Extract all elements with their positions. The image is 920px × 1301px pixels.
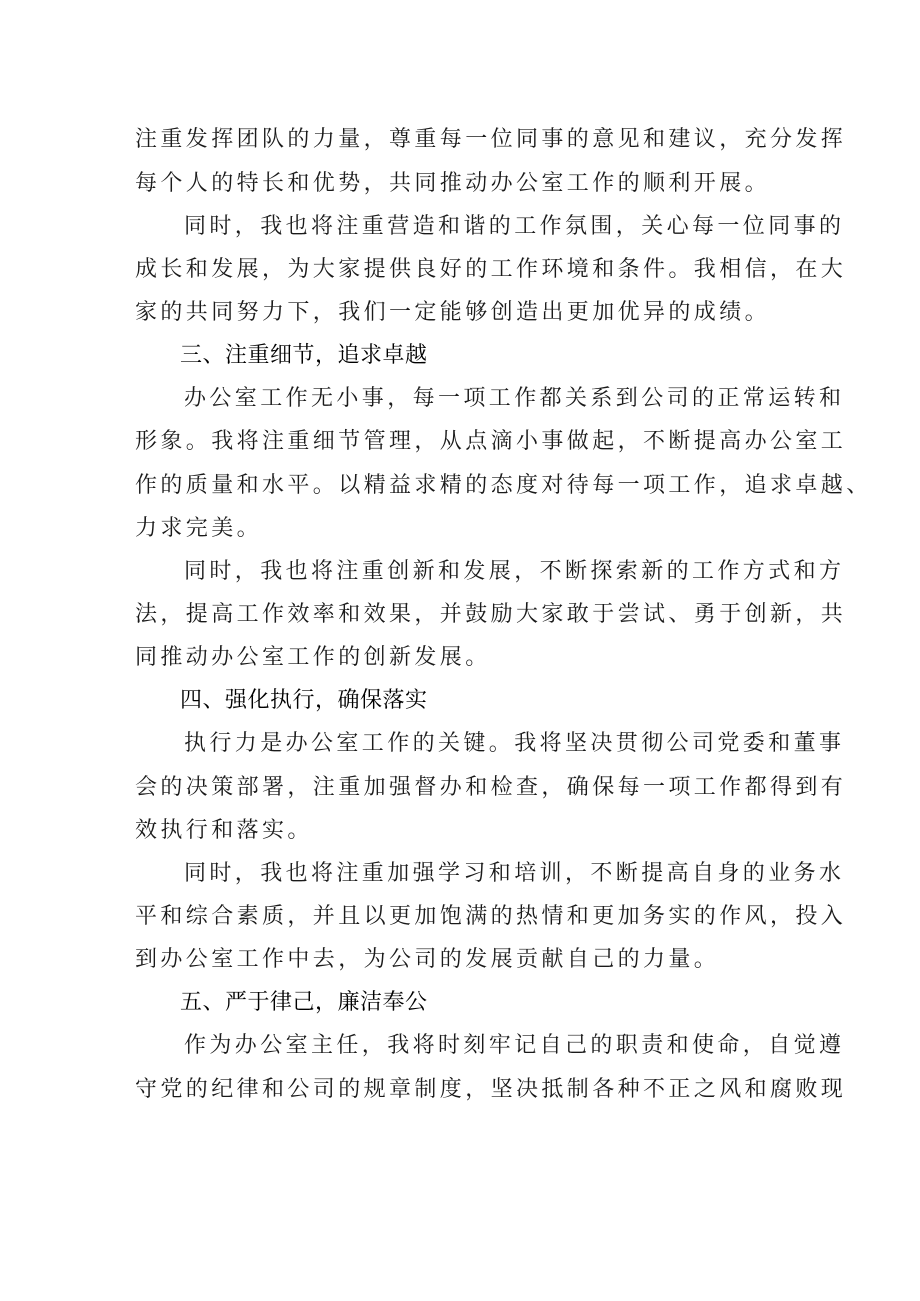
paragraph-line: 同时，我也将注重创新和发展，不断探索新的工作方式和方 [184, 559, 845, 584]
paragraph-line: 守党的纪律和公司的规章制度，坚决抵制各种不正之风和腐败现 [135, 1077, 847, 1102]
paragraph-line: 法，提高工作效率和效果，并鼓励大家敢于尝试、勇于创新，共 [135, 602, 847, 627]
paragraph-line: 平和综合素质，并且以更加饱满的热情和更加务实的作风，投入 [135, 904, 847, 929]
paragraph-line: 办公室工作无小事，每一项工作都关系到公司的正常运转和 [184, 386, 845, 411]
paragraph-line: 作为办公室主任，我将时刻牢记自己的职责和使命，自觉遵 [184, 1033, 845, 1058]
paragraph-line: 执行力是办公室工作的关键。我将坚决贯彻公司党委和董事 [184, 731, 845, 756]
paragraph-line: 同推动办公室工作的创新发展。 [135, 645, 491, 670]
paragraph-line: 到办公室工作中去，为公司的发展贡献自己的力量。 [135, 947, 720, 972]
section-heading-5: 五、严于律己，廉洁奉公 [180, 990, 428, 1015]
paragraph-line: 形象。我将注重细节管理，从点滴小事做起，不断提高办公室工 [135, 429, 847, 454]
paragraph-line: 家的共同努力下，我们一定能够创造出更加优异的成绩。 [135, 300, 771, 325]
paragraph-line: 作的质量和水平。以精益求精的态度对待每一项工作，追求卓越、 [135, 473, 872, 498]
paragraph-line: 会的决策部署，注重加强督办和检查，确保每一项工作都得到有 [135, 775, 847, 800]
paragraph-line: 同时，我也将注重营造和谐的工作氛围，关心每一位同事的 [184, 214, 845, 239]
paragraph-line: 注重发挥团队的力量，尊重每一位同事的意见和建议，充分发挥 [135, 127, 847, 152]
section-heading-4: 四、强化执行，确保落实 [180, 688, 428, 713]
paragraph-line: 力求完美。 [135, 516, 263, 541]
section-heading-3: 三、注重细节，追求卓越 [180, 343, 428, 368]
paragraph-line: 效执行和落实。 [135, 818, 313, 843]
paragraph-line: 同时，我也将注重加强学习和培训，不断提高自身的业务水 [184, 861, 845, 886]
paragraph-line: 每个人的特长和优势，共同推动办公室工作的顺利开展。 [135, 171, 771, 196]
paragraph-line: 成长和发展，为大家提供良好的工作环境和条件。我相信，在大 [135, 257, 847, 282]
